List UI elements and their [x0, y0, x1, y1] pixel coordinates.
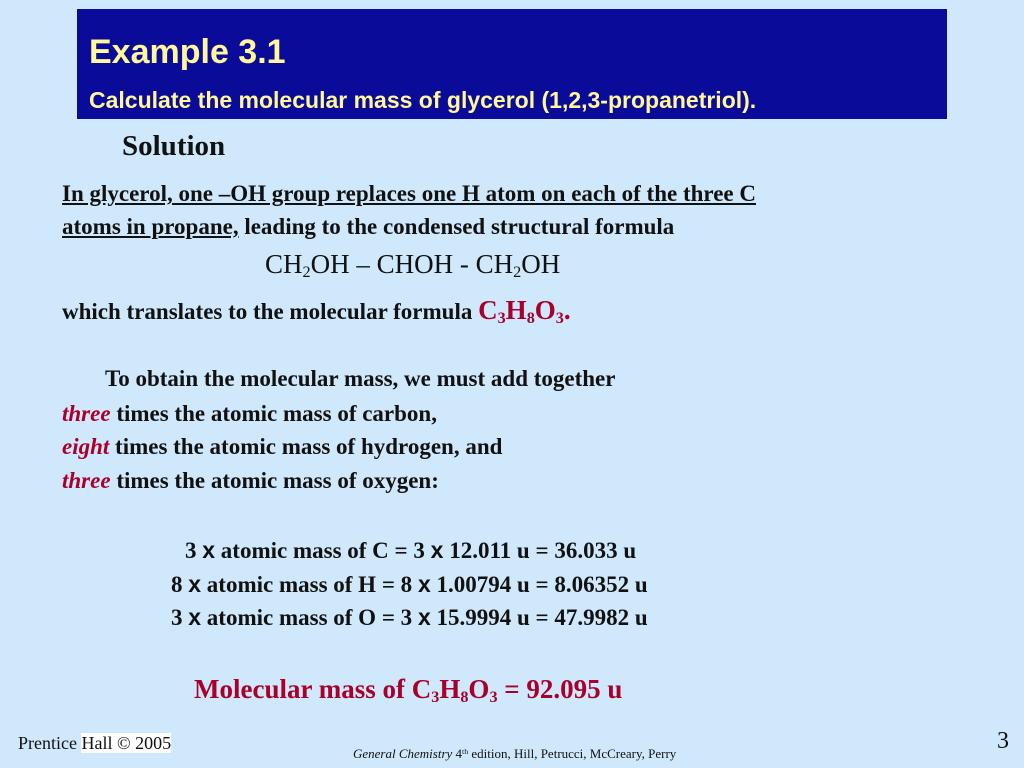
publisher-name: Prentice — [18, 733, 82, 753]
emphasis-word: three — [62, 468, 111, 493]
paragraph-1-line-2 — [62, 214, 674, 240]
calc-part: atomic mass of O = 3 — [201, 605, 418, 630]
calc-part: atomic mass of H = 8 — [201, 572, 418, 597]
paragraph-text: times the atomic mass of hydrogen, and — [109, 434, 503, 459]
book-title: General Chemistry — [353, 746, 453, 761]
result-part: Molecular mass of C — [194, 674, 432, 704]
formula-subscript: 2 — [302, 263, 311, 282]
formula-part: OH – CHOH - CH — [310, 249, 514, 279]
solution-heading: Solution — [122, 130, 226, 162]
formula-subscript: 3 — [431, 688, 440, 707]
formula-part: C — [478, 295, 498, 325]
calculation-oxygen — [171, 604, 648, 631]
calc-part: 8 — [171, 572, 189, 597]
paragraph-2-line-1: To obtain the molecular mass, we must add together — [105, 366, 616, 391]
times-symbol: x — [430, 537, 444, 563]
paragraph-text: times the atomic mass of oxygen: — [110, 468, 439, 493]
emphasis-word: eight — [62, 434, 110, 459]
formula-subscript: 3 — [489, 688, 498, 707]
formula-subscript: 2 — [513, 263, 522, 282]
calc-part: 12.011 u = 36.033 u — [443, 538, 637, 563]
slide-subtitle: Calculate the molecular mass of glycerol (1,2,3-propanetriol). — [89, 87, 757, 113]
publisher-credit — [18, 733, 171, 754]
calculation-carbon — [185, 537, 636, 564]
molecular-formula-line — [62, 295, 571, 326]
calc-part: atomic mass of C = 3 — [215, 538, 431, 563]
underlined-text: In glycerol, one –OH group replaces one H atom on each of the three C — [62, 181, 756, 206]
formula-subscript: 8 — [460, 688, 469, 707]
result-part: O — [468, 674, 490, 704]
times-symbol: x — [417, 604, 431, 630]
times-symbol: x — [417, 571, 431, 597]
result-part: H — [439, 674, 461, 704]
page-number: 3 — [997, 728, 1009, 754]
edition-number: 4 — [452, 746, 463, 761]
times-symbol: x — [202, 537, 216, 563]
book-citation — [353, 746, 676, 762]
calc-part: 3 — [185, 538, 203, 563]
structural-formula — [265, 249, 560, 280]
formula-part: O — [534, 295, 556, 325]
book-authors: edition, Hill, Petrucci, McCreary, Perry — [468, 746, 677, 761]
formula-part: CH — [265, 249, 303, 279]
calc-part: 3 — [171, 605, 189, 630]
paragraph-text: leading to the condensed structural formula — [238, 214, 675, 239]
calc-part: 1.00794 u = 8.06352 u — [430, 572, 648, 597]
times-symbol: x — [188, 571, 202, 597]
edition-superscript: th — [462, 747, 469, 757]
molecular-formula — [478, 295, 571, 328]
multiplier-line-oxygen — [62, 468, 439, 494]
formula-part: H — [505, 295, 527, 325]
multiplier-line-carbon — [62, 401, 437, 427]
calculation-hydrogen — [171, 571, 648, 598]
underlined-text: atoms in propane, — [62, 214, 239, 239]
formula-subscript: 3 — [555, 309, 564, 328]
formula-subscript: 8 — [526, 309, 535, 328]
calc-part: 15.9994 u = 47.9982 u — [430, 605, 648, 630]
slide-title: Example 3.1 — [89, 33, 286, 71]
molecular-mass-result — [194, 674, 622, 705]
title-banner — [77, 9, 947, 119]
paragraph-text: times the atomic mass of carbon, — [110, 401, 437, 426]
paragraph-1-line-1 — [62, 181, 756, 207]
emphasis-word: three — [62, 401, 111, 426]
multiplier-line-hydrogen — [62, 434, 502, 460]
result-part: = 92.095 u — [497, 674, 623, 704]
paragraph-text: which translates to the molecular formula — [62, 299, 479, 324]
formula-subscript: 3 — [497, 309, 506, 328]
formula-part: OH — [521, 249, 561, 279]
formula-part: . — [563, 295, 571, 325]
publisher-name-highlight: Hall © 2005 — [81, 733, 172, 753]
times-symbol: x — [188, 604, 202, 630]
